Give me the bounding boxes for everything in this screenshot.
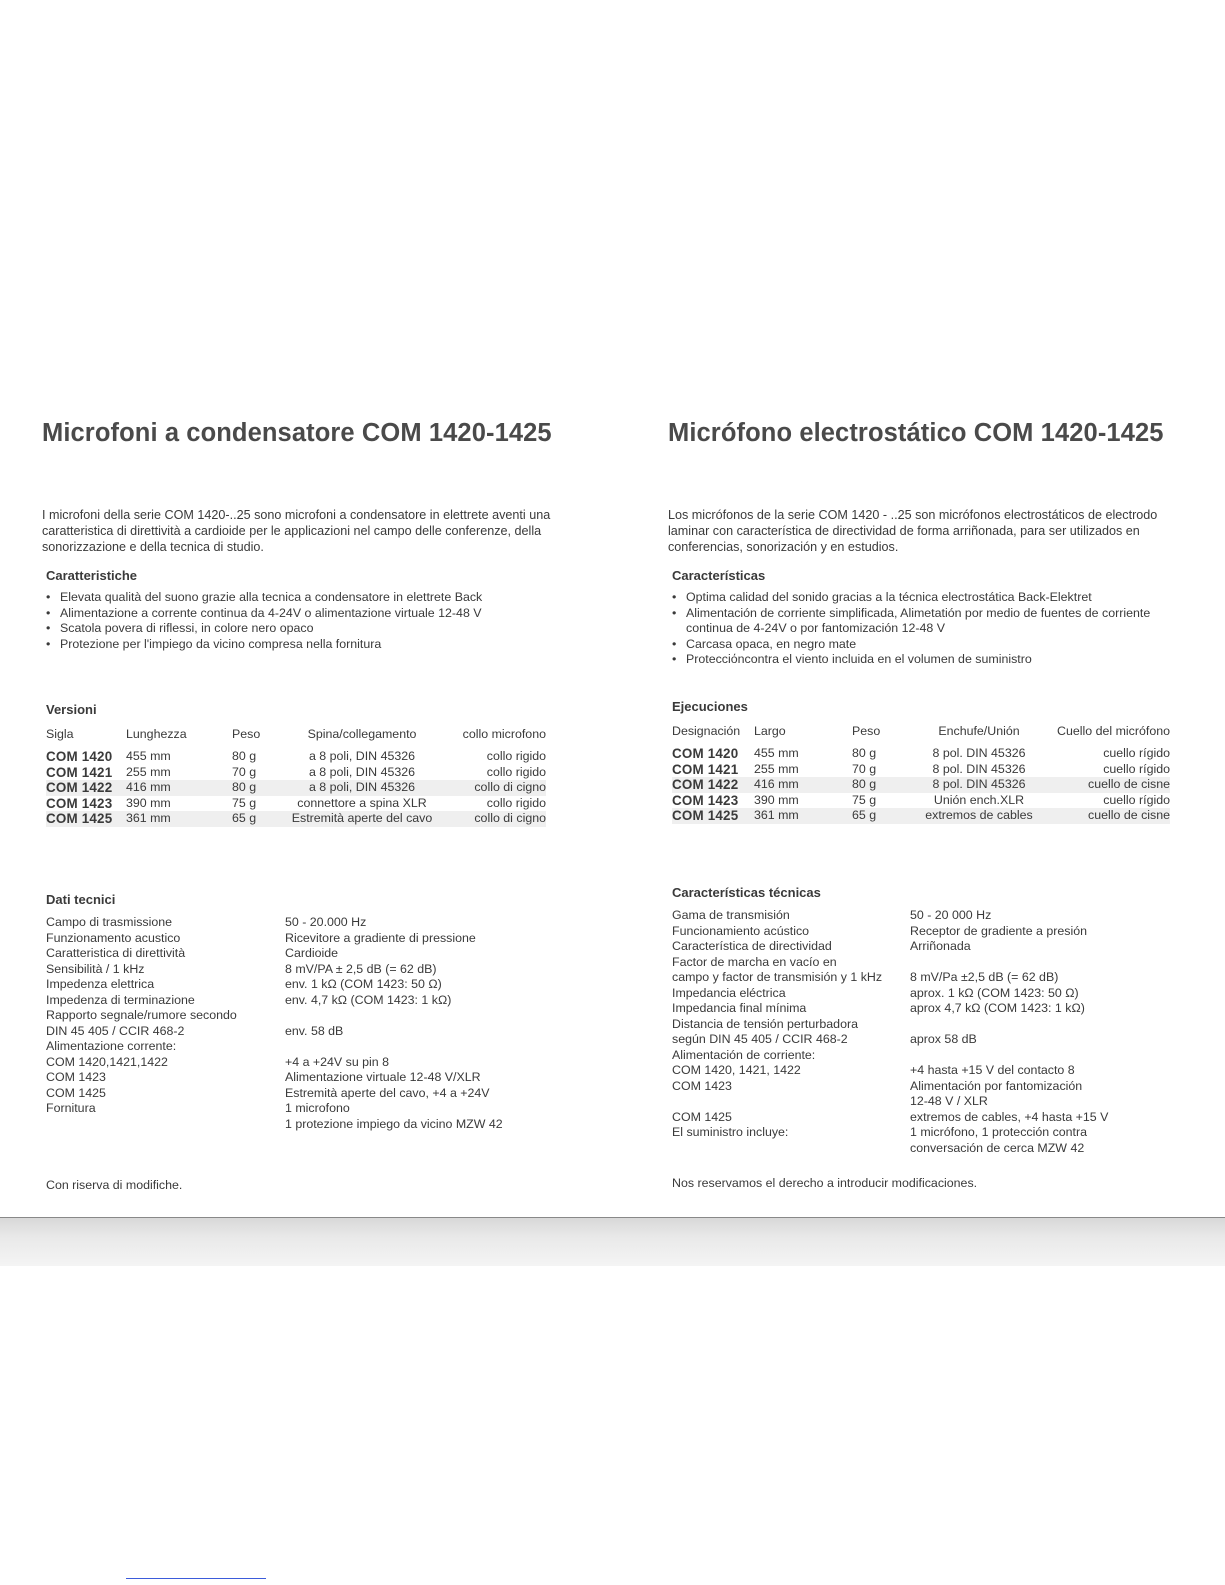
column-header: Peso <box>852 724 881 738</box>
spec-value <box>910 1017 1192 1033</box>
spec-label: Distancia de tensión perturbadora <box>672 1016 858 1031</box>
table-cell: COM 1425 <box>46 811 126 827</box>
table-cell: COM 1422 <box>46 780 126 796</box>
spec-label: Impedancia eléctrica <box>672 985 786 1000</box>
spec-value: aprox 58 dB <box>910 1032 977 1046</box>
spec-label: COM 1420, 1421, 1422 <box>672 1063 801 1077</box>
spec-label: Factor de marcha en vacío en <box>672 954 837 969</box>
spec-label: Alimentación de corriente: <box>672 1047 816 1062</box>
spec-value: 8 mV/PA ± 2,5 dB (= 62 dB) <box>285 961 437 976</box>
table-cell: collo di cigno <box>434 811 546 827</box>
spec-value <box>910 955 1192 971</box>
table-cell: COM 1421 <box>46 764 113 780</box>
table-cell: 8 pol. DIN 45326 <box>910 777 1048 793</box>
spec-label: Sensibilità / 1 kHz <box>46 961 145 976</box>
table-row <box>46 796 546 812</box>
spec-label <box>46 1132 285 1148</box>
spec-value: 1 protezione impiego da vicino MZW 42 <box>285 1116 503 1131</box>
table-cell: 65 g <box>232 811 290 827</box>
table-cell: 80 g <box>232 780 290 796</box>
spec-label: COM 1423 <box>672 1078 732 1093</box>
page-title-italian: Microfoni a condensatore COM 1420-1425 <box>42 419 552 447</box>
table-cell: 8 pol. DIN 45326 <box>932 746 1026 760</box>
table-row <box>46 811 546 827</box>
column-header: Lunghezza <box>126 727 187 741</box>
table-cell: 8 pol. DIN 45326 <box>932 761 1026 776</box>
table-cell: extremos de cables <box>910 808 1048 824</box>
spec-value: env. 4,7 kΩ (COM 1423: 1 kΩ) <box>285 992 452 1007</box>
table-cell: COM 1423 <box>46 795 113 811</box>
spec-value: 8 mV/Pa ±2,5 dB (= 62 dB) <box>910 970 1059 984</box>
spec-value: aprox 4,7 kΩ (COM 1423: 1 kΩ) <box>910 1001 1085 1015</box>
tech-data-spanish <box>672 885 1192 1156</box>
spec-label: COM 1423 <box>46 1070 106 1084</box>
spec-value <box>285 1132 576 1148</box>
spec-value: 50 - 20.000 Hz <box>285 915 367 929</box>
versions-table-italian <box>46 727 546 827</box>
spec-label: DIN 45 405 / CCIR 468-2 <box>46 1023 185 1038</box>
spec-label: según DIN 45 405 / CCIR 468-2 <box>672 1032 848 1046</box>
spec-label: COM 1425 <box>672 1109 732 1124</box>
spec-label: Campo di trasmissione <box>46 915 173 929</box>
table-cell: connettore a spina XLR <box>297 795 427 810</box>
versions-spanish <box>672 699 1192 824</box>
spec-label: COM 1425 <box>46 1085 106 1100</box>
versions-title-spanish: Ejecuciones <box>672 699 748 714</box>
table-cell: cuello rígido <box>1103 761 1170 776</box>
spec-value: +4 a +24V su pin 8 <box>285 1054 390 1069</box>
table-cell: 80 g <box>852 777 910 793</box>
feature-item: • Alimentazione a corrente continua da 4-24V o alimentazione virtuale 12-48 V <box>46 606 576 622</box>
tech-grid-spanish <box>672 908 1192 1156</box>
spec-label: Funzionamento acustico <box>46 930 181 945</box>
table-cell: COM 1425 <box>672 808 754 824</box>
spanish-column <box>668 405 1188 1190</box>
spec-label: El suministro incluye: <box>672 1125 789 1139</box>
feature-item: • Protecciόncontra el viento incluida en el volumen de suministro <box>672 652 1192 668</box>
scan-shadow-band <box>0 1218 1225 1266</box>
table-cell: Unión ench.XLR <box>933 792 1025 807</box>
table-cell: cuello de cisne <box>1048 777 1170 793</box>
spec-value: aprox. 1 kΩ (COM 1423: 50 Ω) <box>910 985 1079 1000</box>
table-cell: collo rigido <box>486 764 546 779</box>
table-cell: 255 mm <box>126 764 171 779</box>
spec-value: Alimentazione virtuale 12-48 V/XLR <box>285 1070 481 1084</box>
spec-label: Fornitura <box>46 1101 96 1115</box>
table-cell: COM 1420 <box>672 746 739 761</box>
features-list-italian <box>46 590 576 652</box>
table-cell: 75 g <box>232 795 257 810</box>
spec-label: Rapporto segnale/rumore secondo <box>46 1008 237 1022</box>
table-cell: cuello rígido <box>1103 792 1170 807</box>
spec-label: Alimentazione corrente: <box>46 1039 177 1053</box>
column-header: Peso <box>232 727 261 741</box>
spec-value <box>285 1008 576 1024</box>
column-header: Spina/collegamento <box>307 727 417 741</box>
features-italian <box>46 568 576 652</box>
spec-value: 1 micrófono, 1 protección contra <box>910 1125 1088 1139</box>
table-cell: 416 mm <box>126 780 232 796</box>
spec-value <box>910 1048 1192 1064</box>
features-title-spanish: Características <box>672 568 766 583</box>
feature-item: • Scatola povera di riflessi, in colore nero opaco <box>46 621 576 637</box>
versions-italian <box>46 702 576 827</box>
disclaimer-italian: Con riserva di modifiche. <box>46 1178 183 1192</box>
feature-item: • Carcasa opaca, en negro mate <box>672 637 1192 653</box>
table-row <box>672 762 1170 778</box>
spec-value: Alimentación por fantomización <box>910 1078 1083 1093</box>
spec-label: Característica de directividad <box>672 939 832 953</box>
table-cell: 255 mm <box>754 761 799 776</box>
versions-title-italian: Versioni <box>46 702 97 717</box>
table-cell: collo rigido <box>486 795 546 810</box>
spec-value: conversación de cerca MZW 42 <box>910 1140 1085 1155</box>
table-cell: 390 mm <box>754 792 799 807</box>
table-cell: COM 1421 <box>672 761 739 777</box>
spec-value <box>285 1039 576 1055</box>
spec-value: Ricevitore a gradiente di pressione <box>285 930 476 945</box>
table-cell: 80 g <box>852 746 877 760</box>
table-cell: COM 1422 <box>672 777 754 793</box>
table-cell: 70 g <box>852 761 877 776</box>
spec-label: Impedenza elettrica <box>46 977 155 991</box>
spec-value: Estremità aperte del cavo, +4 a +24V <box>285 1085 490 1100</box>
table-cell: a 8 poli, DIN 45326 <box>308 749 416 763</box>
table-cell: 361 mm <box>126 811 232 827</box>
table-cell: Estremità aperte del cavo <box>291 811 433 825</box>
spec-value: Receptor de gradiente a presión <box>910 923 1088 938</box>
feature-item: • Alimentación de corriente simplificada, Alimetatión por medio de fuentes de corriente continua de 4-24V o por fantomización 12-48 V <box>672 606 1192 637</box>
spec-label: Impedancia final mínima <box>672 1001 807 1015</box>
table-cell: a 8 poli, DIN 45326 <box>290 780 434 796</box>
column-header: Largo <box>754 724 786 738</box>
table-row <box>46 780 546 796</box>
table-cell: 390 mm <box>126 795 171 810</box>
table-cell: 80 g <box>232 749 257 763</box>
tech-title-italian: Dati tecnici <box>46 892 116 907</box>
spec-label <box>672 1094 910 1110</box>
spec-label: campo y factor de transmisión y 1 kHz <box>672 970 883 984</box>
spec-value: 50 - 20 000 Hz <box>910 908 992 922</box>
table-cell: COM 1420 <box>46 749 113 764</box>
features-title-italian: Caratteristiche <box>46 568 138 583</box>
spec-label <box>46 1117 285 1133</box>
feature-item: • Protezione per l'impiego da vicino compresa nella fornitura <box>46 637 576 653</box>
tech-title-spanish: Características técnicas <box>672 885 821 900</box>
column-header: collo microfono <box>462 727 546 741</box>
table-row <box>46 749 546 765</box>
table-header-row <box>46 727 546 749</box>
spec-label: Impedenza di terminazione <box>46 992 195 1007</box>
table-cell: 75 g <box>852 792 877 807</box>
column-header: Designación <box>672 724 741 738</box>
table-cell: cuello rígido <box>1103 746 1170 760</box>
table-row <box>672 777 1170 793</box>
feature-item: • Optima calidad del sonido gracias a la técnica electrostática Back-Elektret <box>672 590 1192 606</box>
table-cell: 455 mm <box>754 746 799 760</box>
table-row <box>46 765 546 781</box>
intro-spanish: Los micrófonos de la serie COM 1420 - ..25 son micrófonos electrostáticos de electrodo laminar con característica de directividad de forma arriñonada, para ser utilizados en conferencias, sonorización y en estudios. <box>668 508 1158 554</box>
spec-value: extremos de cables, +4 hasta +15 V <box>910 1109 1109 1124</box>
table-cell: 455 mm <box>126 749 171 763</box>
versions-table-spanish <box>672 724 1170 824</box>
spec-value: Cardioide <box>285 946 339 960</box>
table-cell: 416 mm <box>754 777 852 793</box>
table-cell: 70 g <box>232 764 257 779</box>
table-cell: collo di cigno <box>434 780 546 796</box>
spec-value: 12-48 V / XLR <box>910 1094 988 1108</box>
table-cell: a 8 poli, DIN 45326 <box>308 764 416 779</box>
spec-value: env. 1 kΩ (COM 1423: 50 Ω) <box>285 977 442 991</box>
spec-label: Funcionamiento acústico <box>672 923 810 938</box>
spec-value: +4 hasta +15 V del contacto 8 <box>910 1063 1075 1077</box>
table-row <box>672 746 1170 762</box>
column-header: Cuello del micrófono <box>1057 724 1170 738</box>
spec-label: Gama de transmisión <box>672 908 790 922</box>
disclaimer-spanish: Nos reservamos el derecho a introducir modificaciones. <box>672 1176 978 1190</box>
spec-label <box>672 1141 910 1157</box>
table-cell: 361 mm <box>754 808 852 824</box>
column-header: Enchufe/Unión <box>938 724 1020 738</box>
table-header-row <box>672 724 1170 746</box>
spec-label: Caratteristica di direttività <box>46 946 186 960</box>
italian-column <box>42 405 572 1192</box>
spec-value: env. 58 dB <box>285 1023 344 1038</box>
link-underline <box>126 1578 266 1579</box>
table-row <box>672 793 1170 809</box>
tech-data-italian <box>46 892 576 1148</box>
features-spanish <box>672 568 1192 668</box>
table-cell: 65 g <box>852 808 910 824</box>
spec-label: COM 1420,1421,1422 <box>46 1054 168 1069</box>
tech-grid-italian <box>46 915 576 1148</box>
intro-italian: I microfoni della serie COM 1420-..25 sono microfoni a condensatore in elettrete aventi una caratteristica di direttività a cardioide per le applicazioni nel campo delle conferenze, della sonorizzazione e della tecnica di studio. <box>42 508 551 554</box>
features-list-spanish <box>672 590 1192 668</box>
spec-value: Arriñonada <box>910 939 971 953</box>
column-header: Sigla <box>46 727 74 741</box>
table-cell: cuello de cisne <box>1048 808 1170 824</box>
feature-item: • Elevata qualità del suono grazie alla tecnica a condensatore in elettrete Back <box>46 590 576 606</box>
table-row <box>672 808 1170 824</box>
table-cell: collo rigido <box>486 749 546 763</box>
table-cell: COM 1423 <box>672 792 739 808</box>
page-title-spanish: Micrófono electrostático COM 1420-1425 <box>668 419 1164 447</box>
spec-value: 1 microfono <box>285 1101 350 1115</box>
